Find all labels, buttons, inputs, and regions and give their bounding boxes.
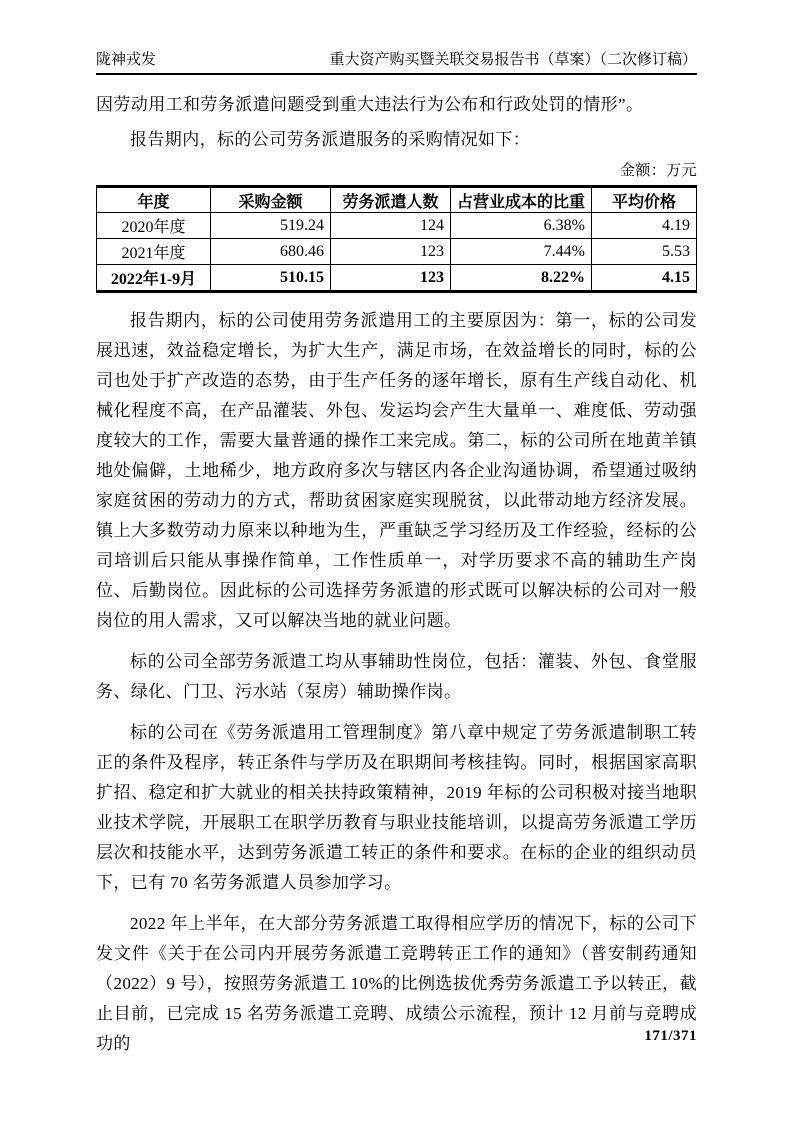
body-paragraph-auxiliary-posts: 标的公司全部劳务派遣工均从事辅助性岗位，包括：灌装、外包、食堂服务、绿化、门卫、污水站（泵房）辅助操作岗。 <box>96 652 697 701</box>
body-paragraph-reasons: 报告期内，标的公司使用劳务派遣用工的主要原因为：第一，标的公司发展迅速，效益稳定增长，为扩大生产，满足市场，在效益增长的同时，标的公司也处于扩产改造的态势，由于生产任务的逐年增长，原有生产线自动化、机械化程度不高，在产品灌装、外包、发运均会产生大量单一、难度低、劳动强度较大的工作，需要大量普通的操作工来完成。第二，标的公司所在地黄羊镇地处偏僻，土地稀少，地方政府多次与辖区内各企业沟通协调，希望通过吸纳家庭贫困的劳动力的方式，帮助贫困家庭实现脱贫，以此带动地方经济发展。镇上大多数劳动力原来以种地为生，严重缺乏学习经历及工作经验，经标的公司培训后只能从事操作简单，工作性质单一，对学历要求不高的辅助生产岗位、后勤岗位。因此标的公司选择劳务派遣的形式既可以解决标的公司对一般岗位的用人需求，又可以解决当地的就业问题。 <box>96 311 697 630</box>
labor-dispatch-procurement-table <box>96 185 697 293</box>
body-paragraph-2022-competition: 2022 年上半年，在大部分劳务派遣工取得相应学历的情况下，标的公司下发文件《关于在公司内开展劳务派遣工竞聘转正工作的通知》（普安制药通知（2022）9 号），按照劳务派遣工 10%的比例选拔优秀劳务派遣工予以转正，截止目前，已完成 15 名劳务派遣工竞聘、成绩公示流程，预计 12 月前与竞聘成功的 <box>96 914 697 1053</box>
amount-unit-note: 金额：万元 <box>619 163 697 179</box>
table-row-2022-1-9 <box>97 265 697 292</box>
column-header-year: 年度 <box>97 187 211 213</box>
header-company-name: 陇神戎发 <box>96 52 157 68</box>
column-header-dispatch-headcount: 劳务派遣人数 <box>331 187 451 213</box>
year-cell: 2020年度 <box>97 213 211 239</box>
paragraph-continuation: 因劳动用工和劳务派遣问题受到重大违法行为公布和行政处罚的情形”。 <box>96 95 644 114</box>
table-header-row <box>97 187 697 213</box>
headcount-cell: 124 <box>331 213 451 239</box>
column-header-average-price: 平均价格 <box>592 187 697 213</box>
paragraph-lead-in: 报告期内，标的公司劳务派遣服务的采购情况如下： <box>130 130 531 149</box>
table-row-2021 <box>97 239 697 265</box>
page-header <box>96 52 697 75</box>
page-number: 171/371 <box>644 1028 697 1044</box>
average-price-cell: 5.53 <box>592 239 697 265</box>
headcount-cell: 123 <box>331 265 451 292</box>
purchase-amount-cell: 519.24 <box>211 213 331 239</box>
average-price-cell: 4.15 <box>592 265 697 292</box>
year-cell: 2022年1-9月 <box>97 265 211 292</box>
purchase-amount-cell: 680.46 <box>211 239 331 265</box>
column-header-cost-ratio: 占营业成本的比重 <box>451 187 592 213</box>
header-report-title: 重大资产购买暨关联交易报告书（草案）（二次修订稿） <box>329 52 697 68</box>
headcount-cell: 123 <box>331 239 451 265</box>
column-header-purchase-amount: 采购金额 <box>211 187 331 213</box>
table-row-2020 <box>97 213 697 239</box>
purchase-amount-cell: 510.15 <box>211 265 331 292</box>
cost-ratio-cell: 6.38% <box>451 213 592 239</box>
body-paragraph-regularization-policy: 标的公司在《劳务派遣用工管理制度》第八章中规定了劳务派遣制职工转正的条件及程序，转正条件与学历及在职期间考核挂钩。同时，根据国家高职扩招、稳定和扩大就业的相关扶持政策精神，2019 年标的公司积极对接当地职业技术学院，开展职工在职学历教育与职业技能培训，以提高劳务派遣工学历层次和技能水平，达到劳务派遣工转正的条件和要求。在标的企业的组织动员下，已有 70 名劳务派遣人员参加学习。 <box>96 723 697 892</box>
average-price-cell: 4.19 <box>592 213 697 239</box>
cost-ratio-cell: 8.22% <box>451 265 592 292</box>
year-cell: 2021年度 <box>97 239 211 265</box>
cost-ratio-cell: 7.44% <box>451 239 592 265</box>
